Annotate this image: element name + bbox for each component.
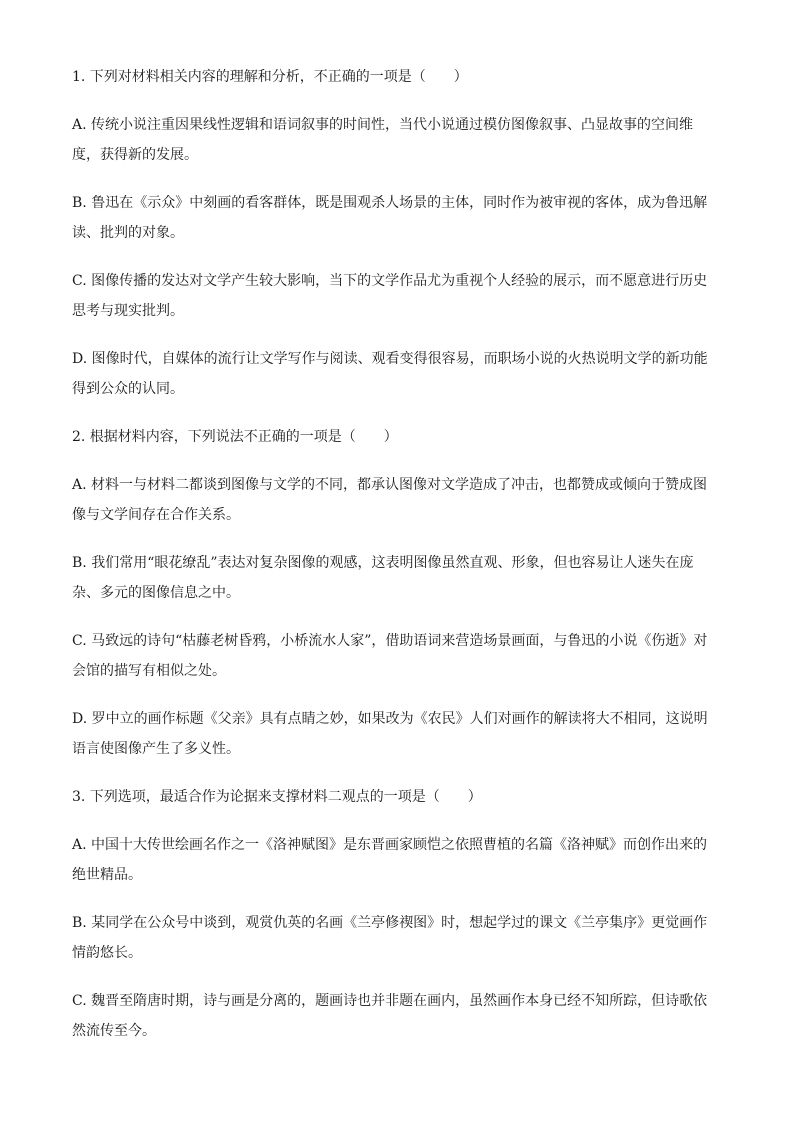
option-a: A. 传统小说注重因果线性逻辑和语词叙事的时间性，当代小说通过模仿图像叙事、凸显故事的空间维度，获得新的发展。 xyxy=(72,117,694,163)
option-c: C. 图像传播的发达对文学产生较大影响，当下的文学作品尤为重视个人经验的展示，而不愿意进行历史思考与现实批判。 xyxy=(72,273,708,319)
question-1 xyxy=(72,62,720,404)
option-c: C. 魏晋至隋唐时期，诗与画是分离的，题画诗也并非题在画内，虽然画作本身已经不知所踪，但诗歌依然流传至今。 xyxy=(72,993,708,1039)
option-b: B. 我们常用“眼花缭乱”表达对复杂图像的观感，这表明图像虽然直观、形象，但也容易让人迷失在庞杂、多元的图像信息之中。 xyxy=(72,555,694,601)
option-a: A. 材料一与材料二都谈到图像与文学的不同，都承认图像对文学造成了冲击，也都赞成或倾向于赞成图像与文学间存在合作关系。 xyxy=(72,477,708,523)
question-3 xyxy=(72,782,720,1046)
option-a: A. 中国十大传世绘画名作之一《洛神赋图》是东晋画家顾恺之依照曹植的名篇《洛神赋》而创作出来的绝世精品。 xyxy=(72,837,708,883)
question-2 xyxy=(72,422,720,764)
question-stem: 2. 根据材料内容，下列说法不正确的一项是（ ） xyxy=(72,429,398,445)
question-stem: 1. 下列对材料相关内容的理解和分析，不正确的一项是（ ） xyxy=(72,69,468,85)
option-b: B. 某同学在公众号中谈到，观赏仇英的名画《兰亭修禊图》时，想起学过的课文《兰亭集序》更觉画作情韵悠长。 xyxy=(72,915,708,961)
option-d: D. 图像时代，自媒体的流行让文学写作与阅读、观看变得很容易，而职场小说的火热说明文学的新功能得到公众的认同。 xyxy=(72,351,708,397)
option-b: B. 鲁迅在《示众》中刻画的看客群体，既是围观杀人场景的主体，同时作为被审视的客体，成为鲁迅解读、批判的对象。 xyxy=(72,195,708,241)
option-c: C. 马致远的诗句“枯藤老树昏鸦，小桥流水人家”，借助语词来营造场景画面，与鲁迅的小说《伤逝》对会馆的描写有相似之处。 xyxy=(72,633,708,679)
question-stem: 3. 下列选项，最适合作为论据来支撑材料二观点的一项是（ ） xyxy=(72,789,482,805)
exam-page xyxy=(72,62,720,1064)
option-d: D. 罗中立的画作标题《父亲》具有点睛之妙，如果改为《农民》人们对画作的解读将大不相同，这说明语言使图像产生了多义性。 xyxy=(72,711,708,757)
